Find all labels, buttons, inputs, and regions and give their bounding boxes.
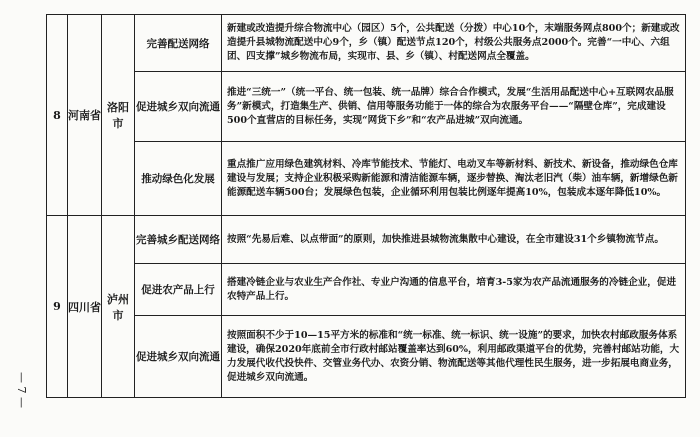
- table-row: [47, 264, 686, 316]
- measure-name: 推动绿色化发展: [135, 142, 222, 216]
- table-row: [47, 72, 686, 142]
- province-cell: 河南省: [68, 15, 102, 216]
- row-number: 9: [47, 216, 68, 398]
- measure-name: 促进城乡双向流通: [135, 72, 222, 142]
- measure-name: 促进农产品上行: [135, 264, 222, 316]
- city-cell: 洛阳市: [102, 15, 135, 216]
- table-row: [47, 142, 686, 216]
- table-row: [47, 316, 686, 398]
- measure-description: 新建或改造提升综合物流中心（园区）5个，公共配送（分拨）中心10个，末端服务网点800个；新建或改造提升县城物流配送中心9个，乡（镇）配送节点120个，村级公共服务点2000个。完善“一中心、六组团、四支撑”城乡物流布局，实现市、县、乡（镇）、村配送网点全覆盖。: [222, 15, 686, 72]
- province-cell: 四川省: [68, 216, 102, 398]
- measure-description: 按照面积不少于10—15平方米的标准和“统一标准、统一标识、统一设施”的要求，加快农村邮政服务体系建设，确保2020年底前全市行政村邮站覆盖率达到60%，利用邮政渠道平台的优势，完善村邮站功能，大力发展代收代投快件、交管业务代办、农资分销、物流配送等其他代理性民生服务，进一步拓展电商业务，促进城乡双向流通。: [222, 316, 686, 398]
- measure-name: 完善城乡配送网络: [135, 216, 222, 264]
- measure-description: 重点推广应用绿色建筑材料、冷库节能技术、节能灯、电动叉车等新材料、新技术、新设备，推动绿色仓库建设与发展；支持企业积极采购新能源和清洁能源车辆，逐步替换、淘汰老旧汽（柴）油车辆，新增绿色新能源配送车辆500台；发展绿色包装，企业循环利用包装比例逐年提高10%，包装成本逐年降低10%。: [222, 142, 686, 216]
- measure-description: 搭建冷链企业与农业生产合作社、专业户沟通的信息平台，培育3-5家为农产品流通服务的冷链企业，促进农特产品上行。: [222, 264, 686, 316]
- page-number: — 7 —: [15, 372, 28, 408]
- table-row: [47, 216, 686, 264]
- policy-table: [46, 14, 686, 398]
- measure-description: 按照“先易后难、以点带面”的原则，加快推进县城物流集散中心建设，在全市建设31个乡镇物流节点。: [222, 216, 686, 264]
- measure-name: 促进城乡双向流通: [135, 316, 222, 398]
- city-cell: 泸州市: [102, 216, 135, 398]
- measure-name: 完善配送网络: [135, 15, 222, 72]
- measure-description: 推进“三统一”（统一平台、统一包装、统一品牌）综合合作模式，发展“生活用品配送中心+互联网农品服务”新模式，打造集生产、供销、信用等服务功能于一体的综合为农服务平台——“隔壁仓库”，完成建设500个直营店的目标任务，实现“网货下乡”和“农产品进城”双向流通。: [222, 72, 686, 142]
- table-row: [47, 15, 686, 72]
- row-number: 8: [47, 15, 68, 216]
